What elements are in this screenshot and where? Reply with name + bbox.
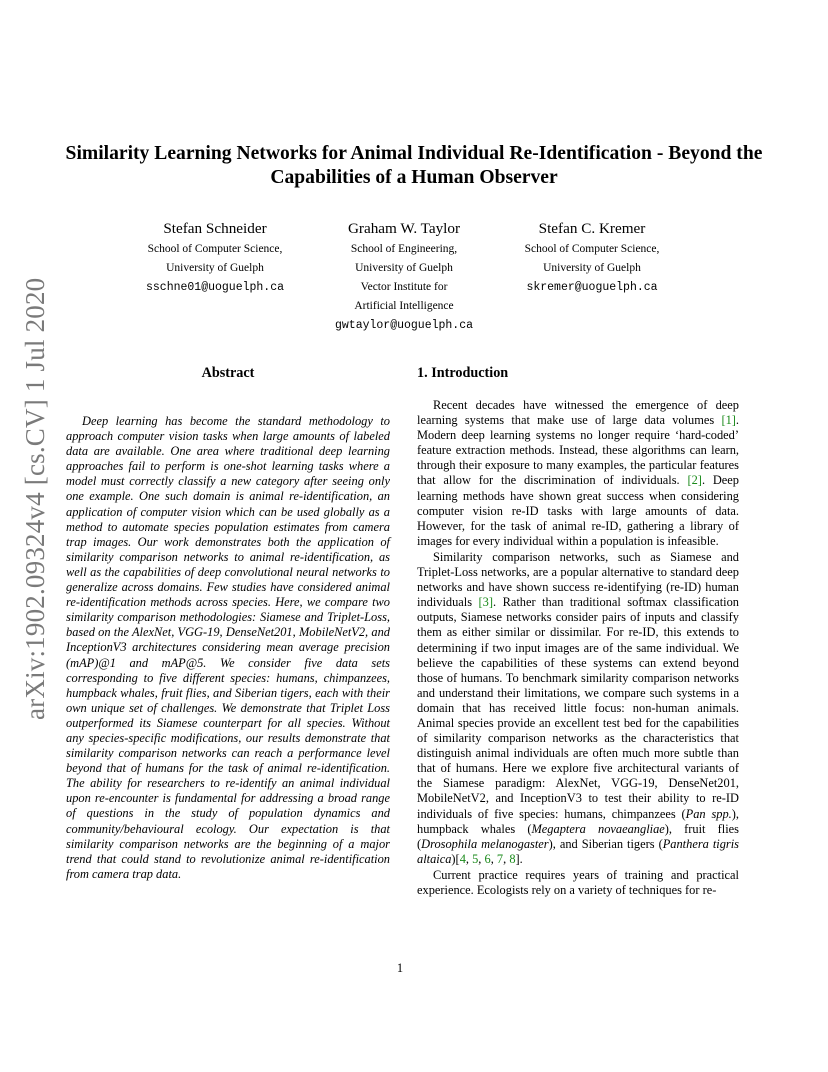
citation-link[interactable]: [3] — [478, 595, 493, 610]
abstract-heading: Abstract — [201, 365, 255, 381]
citation-link[interactable]: 8 — [509, 851, 516, 866]
intro-paragraph-2: Similarity comparison networks, such as Siamese and Triplet-Loss networks, are a popular alternative to standard deep networks and have shown success re-identifying (re-ID) human individuals [3]. Rather than traditional softmax classification outputs, Siamese networks consider pairs of inputs and classify them as either similar or dissimilar. For re-ID, this extends to determining if two input images are of the same individual. We believe the capabilities of these systems can extend beyond those of humans. To benchmark similarity comparison networks and understand their limitations, we compare such systems in a domain that has received little focus: non-human animals. Animal species provide an excellent test bed for the capabilities of similarity comparison networks as the characteristics that distinguish animal individuals are often much more subtle than that of humans. Here we explore five architectural variants of the Siamese paradigm: AlexNet, VGG-19, DenseNet201, MobileNetV2, and InceptionV3 to test their ability to re-ID individuals of five species: humans, chimpanzees (Pan spp.), humpback whales (Megaptera novaeangliae), fruit flies (Drosophila melanogaster), and Siberian tigers (Panthera tigris altaica)[4, 5, 6, 7, 8]. — [417, 549, 740, 866]
paragraph-text: . Rather than traditional softmax classification outputs, Siamese networks consider pairs of inputs and classify them as either similar or dissimilar. For re-ID, this extends to determining if two input images are of the same individual. We believe the capabilities of these systems can extend beyond those of humans. To benchmark similarity comparison networks and understand their limitations, we compare such systems in a domain that has received little focus: non-human animals. Animal species provide an excellent test bed for the capabilities of similarity comparison networks as the characteristics that distinguish animal individuals are often much more subtle than that of humans. Here we explore five architectural variants of the Siamese paradigm: AlexNet, VGG-19, DenseNet201, MobileNetV2, and InceptionV3 to test their ability to re-ID individuals of five species: humans, chimpanzees ( — [417, 595, 739, 821]
citation-link[interactable]: [2] — [687, 473, 702, 488]
citation-link[interactable]: 6 — [484, 851, 491, 866]
paragraph-text: . Deep learning methods have shown great success when considering computer vision re-ID tasks with large amounts of data. However, for the task of animal re-ID, gathering a library of images for every individual within a population is infeasible. — [417, 473, 739, 548]
intro-paragraph-1 — [417, 398, 739, 549]
author-name: Graham W. Taylor — [347, 220, 461, 237]
author-email[interactable]: gwtaylor@uoguelph.ca — [334, 319, 474, 332]
right-column — [417, 366, 739, 899]
paragraph-text: Similarity comparison networks, such as Siamese and Triplet-Loss networks, are a popular alternative to standard deep networks and have shown success re-identifying (re-ID) human individuals — [417, 549, 739, 610]
paragraph-text: )[ — [451, 851, 460, 866]
author-affiliation-line: University of Guelph — [543, 262, 641, 274]
species-name: Pan spp. — [685, 806, 732, 821]
species-name: Drosophila melanogaster — [421, 836, 549, 851]
author-email[interactable]: sschne01@uoguelph.ca — [145, 281, 285, 294]
page-number: 1 — [396, 961, 404, 975]
paragraph-text: ), and Siberian tigers ( — [548, 836, 663, 851]
left-column — [66, 366, 390, 882]
species-name: Megaptera novaeangliae — [531, 821, 665, 836]
author-name: Stefan Schneider — [163, 220, 267, 237]
citation-link[interactable]: 4 — [459, 851, 466, 866]
author-affiliation-line: School of Computer Science, — [524, 243, 660, 255]
citation-link[interactable]: 7 — [496, 851, 504, 866]
author-name: Stefan C. Kremer — [538, 220, 646, 237]
author-affiliation-line: University of Guelph — [166, 262, 264, 274]
author-block-2 — [318, 218, 490, 335]
arxiv-stamp-text: arXiv:1902.09324v4 [cs.CV] 1 Jul 2020 — [20, 277, 50, 720]
introduction-heading: 1. Introduction — [417, 365, 509, 381]
author-affiliation-line: School of Computer Science, — [147, 243, 283, 255]
paper-title: Similarity Learning Networks for Animal Individual Re-Identification - Beyond the Capabilities of a Human Observer — [65, 143, 763, 188]
paragraph-text: ]. — [515, 851, 523, 866]
paragraph-text: ), fruit flies ( — [417, 821, 740, 851]
author-block-1 — [130, 218, 300, 297]
author-affiliation-line: Vector Institute for — [360, 281, 448, 293]
author-affiliation-line: School of Engineering, — [350, 243, 458, 255]
species-name: Panthera tigris altaica — [417, 836, 740, 866]
citation-link[interactable]: [1] — [721, 413, 736, 428]
author-affiliation-line: University of Guelph — [355, 262, 453, 274]
author-affiliation-line: Artificial Intelligence — [354, 300, 454, 312]
citation-link[interactable]: 5 — [472, 851, 479, 866]
paragraph-text: Recent decades have witnessed the emergence of deep learning systems that make use of large data volumes — [417, 398, 739, 428]
author-email[interactable]: skremer@uoguelph.ca — [526, 281, 658, 294]
paragraph-text: . Modern deep learning systems no longer require ‘hard-coded’ feature extraction methods. Instead, these algorithms can learn, through their exposure to many examples, the particular features that allow for the discrimination of individuals. — [417, 413, 739, 488]
paragraph-text: ), humpback whales ( — [417, 806, 739, 836]
intro-paragraph-3: Current practice requires years of training and practical experience. Ecologists rely on a variety of techniques for re- — [417, 867, 739, 897]
author-block-3 — [503, 218, 681, 297]
arxiv-identifier-stamp — [16, 277, 52, 720]
abstract-text: Deep learning has become the standard methodology to approach computer vision tasks when large amounts of labeled data are available. One area where traditional deep learning approaches fail to perform is one-shot learning tasks where a model must correctly classify a new category after seeing only one example. One such domain is animal re-identification, an application of computer vision which can be used globally as a method to automate species population estimates from camera trap images. Our work demonstrates both the application of similarity comparison networks to animal re-identification, as well as the capabilities of deep convolutional neural networks to generalize across domains. Few studies have considered animal re-identification methods across species. Here, we compare two similarity comparison methodologies: Siamese and Triplet-Loss, based on the AlexNet, VGG-19, DenseNet201, MobileNetV2, and InceptionV3 architectures considering mean average precision (mAP)@1 and mAP@5. We consider five data sets corresponding to five different species: humans, chimpanzees, humpback whales, fruit flies, and Siberian tigers, each with their own unique set of challenges. We demonstrate that Triplet Loss outperformed its Siamese counterpart for all species. Without any species-specific modifications, our results demonstrate that similarity comparison networks can reach a performance level beyond that of humans for the task of animal re-identification. The ability for researchers to re-identify an animal individual upon re-encounter is fundamental for addressing a broad range of questions in the study of population dynamics and community/behavioural ecology. Our expectation is that similarity comparison networks are the beginning of a major trend that could stand to revolutionize animal re-identification from camera trap data. — [66, 414, 390, 881]
